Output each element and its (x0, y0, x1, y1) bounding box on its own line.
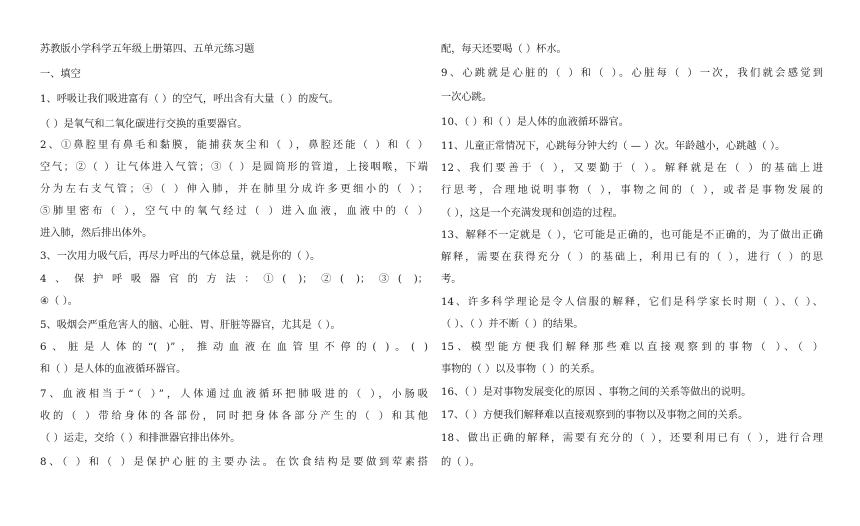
question-line: 18、做出正确的解释，需要有充分的（ ），还要利用已有（ ），进行合理 (441, 433, 823, 444)
question-line: 10、（ ）和（ ）是人体的血液循环器官。 (441, 117, 629, 128)
question-line: （ ）运走，交给（ ）和排泄器官排出体外。 (40, 433, 241, 444)
question-line: 9、心跳就是心脏的（ ）和（ ）。心脏每（ ）一次，我们就会感觉到 (441, 68, 823, 79)
question-line: 16、（ ）是对事物发展变化的原因 、事物之间的关系等做出的说明。 (441, 387, 752, 398)
question-line: 12、我们要善于（ ），又要勤于（ ）。解释就是在（ ）的基础上进 (441, 163, 823, 174)
question-line: ④（ ）。 (40, 296, 78, 307)
question-line: （ ）、（ ）并不断（ ）的结果。 (441, 319, 584, 330)
question-line: 配，每天还要喝（ ）杯水。 (441, 44, 567, 55)
question-line: 进入肺，然后排出体外。 (40, 228, 153, 239)
question-line: 空气；②（ ）让气体进入气管；③（ ）是圆筒形的管道，上接咽喉，下端 (40, 162, 428, 173)
question-line: 收的（ ）带给身体的各部份，同时把身体各部分产生的（ ）和其他 (40, 411, 428, 422)
question-line: 5、吸烟会严重危害人的脑、心脏、胃、肝脏等器官，尤其是（ ）。 (40, 320, 341, 331)
question-line: 考。 (441, 274, 462, 285)
question-line: 14、许多科学理论是令人信服的解释，它们是科学家长时期（ ）、（ ）、 (441, 297, 823, 308)
question-line: 3、一次用力吸气后，再尽力呼出的气体总量，就是你的（ ）。 (40, 251, 321, 262)
worksheet-title: 苏教版小学科学五年级上册第四、五单元练习题 (40, 44, 255, 55)
question-line: 11、儿童正常情况下，心跳每分钟大约（ — ）次。年龄越小，心跳越（ ）。 (441, 141, 786, 152)
question-line: （ ）是氧气和二氧化碳进行交换的重要器官。 (40, 119, 248, 130)
question-line: 1、呼吸让我们吸进富有（ ）的空气，呼出含有大量（ ）的废气。 (40, 94, 339, 105)
question-line: 15、模型能方便我们解释那些难以直接观察到的事物（ ）、（ ） (441, 342, 823, 353)
question-line: 4、保护呼吸器官的方法：①( )；②( )；③( )； (40, 274, 428, 285)
question-line: 7、血液相当于“（ ）”，人体通过血液循环把肺吸进的（ ），小肠吸 (40, 389, 428, 400)
question-line: 2、①鼻腔里有鼻毛和黏膜，能捕获灰尘和（ ），鼻腔还能（ ）和（ ） (40, 140, 428, 151)
question-line: （ ），这是一个充满发现和创造的过程。 (441, 208, 623, 219)
question-line: 17、（ ）方便我们解释难以直接观察到的事物以及事物之间的关系。 (441, 410, 749, 421)
question-line: 行思考，合理地说明事物（ ），事物之间的（ ），或者是事物发展的 (441, 185, 823, 196)
question-line: 6、脏是人体的“( )”，推动血液在血管里不停的( )。( ) (40, 342, 428, 353)
section-heading: 一、填空 (40, 69, 81, 80)
question-line: 一次心跳。 (441, 92, 493, 103)
question-line: ⑤肺里密布（ ），空气中的氧气经过（ ）进入血液，血液中的（ ） (40, 206, 428, 217)
question-line: 分为左右支气管；④（ ）伸入肺，并在肺里分成许多更细小的（ ）； (40, 184, 428, 195)
question-line: 13、解释不一定就是（ ），它可能是正确的，也可能是不正确的，为了做出正确 (441, 230, 823, 241)
question-line: 8、（ ）和（ ）是保护心脏的主要办法。在饮食结构是要做到荤素搭 (40, 457, 428, 468)
question-line: 和（ ）是人体的血液循环器官。 (40, 364, 187, 375)
question-line: 事物的（ ）以及事物（ ）的关系。 (441, 364, 601, 375)
question-line: 的（ ）。 (441, 457, 480, 468)
question-line: 解释，需要在获得充分（ ）的基础上，利用已有的（ ），进行（ ）的思 (441, 252, 823, 263)
